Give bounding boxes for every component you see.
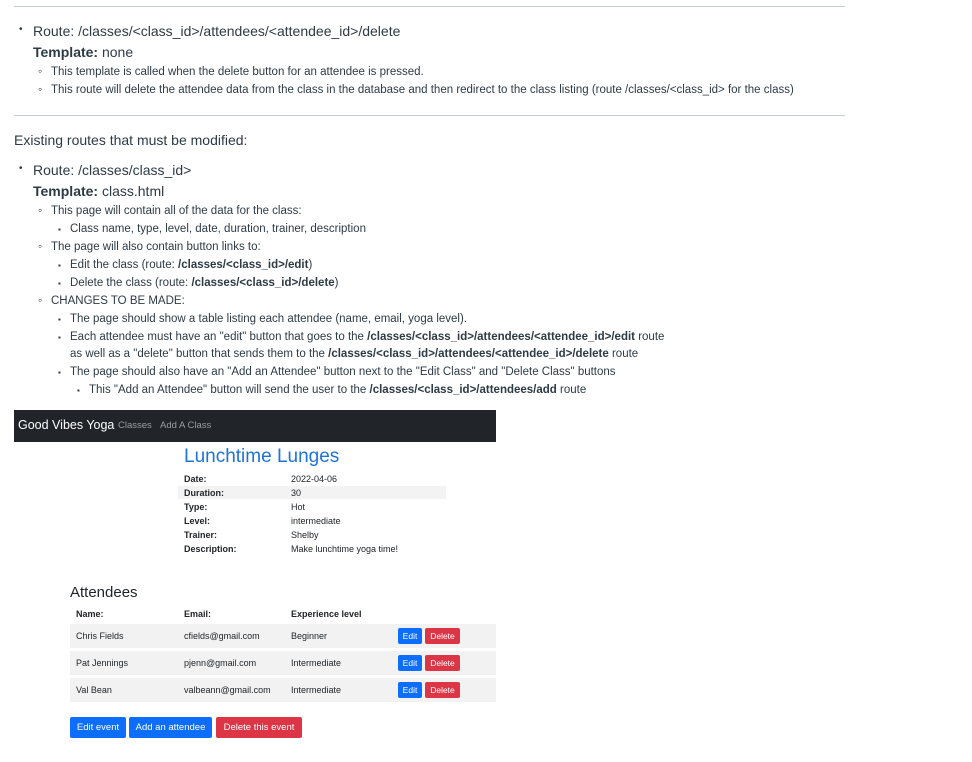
change-edit xyxy=(70,331,664,343)
nav-add-class[interactable]: Add A Class xyxy=(160,420,212,431)
table-row xyxy=(70,624,496,648)
text: ) xyxy=(334,277,339,289)
delete-note-1: ◦ This template is called when the delete button for an attendee is pressed. xyxy=(51,66,424,78)
change-delete xyxy=(70,348,638,360)
buttons-note: ◦ The page will also contain button links to: xyxy=(51,241,261,253)
template-label: Template: xyxy=(33,183,99,199)
attendee-email: valbeann@gmail.com xyxy=(184,685,271,695)
changes-heading: ◦ CHANGES TO BE MADE: xyxy=(51,295,185,307)
class-page-screenshot xyxy=(14,410,496,750)
add-attendee-route: /classes/<class_id>/attendees/add xyxy=(369,384,557,396)
detail-label: Description: xyxy=(184,544,237,554)
text: as well as a "delete" button that sends them to the xyxy=(70,348,329,360)
detail-label: Level: xyxy=(184,516,211,526)
modified-heading: Existing routes that must be modified: xyxy=(14,132,248,148)
class-title: Lunchtime Lunges xyxy=(184,446,340,467)
text: route xyxy=(608,348,639,360)
nav-classes[interactable]: Classes xyxy=(118,420,152,431)
template-value: none xyxy=(101,44,134,60)
brand-logo[interactable]: Good Vibes Yoga xyxy=(18,418,115,432)
delete-event-button[interactable]: Delete this event xyxy=(216,717,302,738)
text: Each attendee must have an "edit" button that goes to the xyxy=(70,331,368,343)
template-label: Template: xyxy=(33,44,99,60)
add-attendee-button[interactable]: Add an attendee xyxy=(129,717,212,738)
divider-middle xyxy=(14,115,845,116)
text: route xyxy=(556,384,587,396)
delete-route-template xyxy=(33,44,133,60)
edit-attendee-button[interactable]: Edit xyxy=(398,655,422,671)
delete-class-note xyxy=(70,277,339,289)
change-add-sub xyxy=(89,384,586,396)
detail-label: Trainer: xyxy=(184,530,218,540)
contain-note: ◦ This page will contain all of the data for the class: xyxy=(51,205,302,217)
detail-label: Duration: xyxy=(184,488,224,498)
attendee-name: Pat Jennings xyxy=(76,658,129,668)
delete-attendee-button[interactable]: Delete xyxy=(425,655,460,671)
table-row xyxy=(70,651,496,675)
text: route xyxy=(635,331,665,343)
attendee-name: Chris Fields xyxy=(76,631,124,641)
change-add: ▪ The page should also have an "Add an Attendee" button next to the "Edit Class" and "Delete Class" buttons xyxy=(70,366,616,378)
edit-attendee-button[interactable]: Edit xyxy=(398,682,422,698)
attendee-level: Intermediate xyxy=(291,685,342,695)
template-value: class.html xyxy=(101,183,165,199)
detail-value: 2022-04-06 xyxy=(291,474,338,484)
detail-value: Shelby xyxy=(291,530,319,540)
edit-event-button[interactable]: Edit event xyxy=(70,717,126,738)
attendee-email: pjenn@gmail.com xyxy=(184,658,257,668)
text: Edit the class (route: xyxy=(70,259,179,271)
change-table: ▪ The page should show a table listing each attendee (name, email, yoga level). xyxy=(70,313,467,325)
attendee-level: Intermediate xyxy=(291,658,342,668)
delete-note-2: ◦ This route will delete the attendee data from the class in the database and then redirect to the class listing (route /classes/<class_id> for the class) xyxy=(51,84,794,96)
detail-value: intermediate xyxy=(291,516,341,526)
edit-class-note xyxy=(70,259,312,271)
attendee-level: Beginner xyxy=(291,631,328,641)
attendees-title: Attendees xyxy=(70,584,138,601)
header-name: Name: xyxy=(76,609,104,619)
attendee-name: Val Bean xyxy=(76,685,112,695)
class-route-template xyxy=(33,183,164,199)
delete-route-title: • Route: /classes/<class_id>/attendees/<attendee_id>/delete xyxy=(33,23,400,39)
edit-route: /classes/<class_id>/edit xyxy=(178,259,309,271)
edit-attendee-route: /classes/<class_id>/attendees/<attendee_id>/edit xyxy=(367,331,635,343)
navbar xyxy=(14,410,496,442)
table-row xyxy=(70,678,496,702)
attendee-email: cfields@gmail.com xyxy=(184,631,260,641)
divider-top xyxy=(14,6,845,7)
detail-value: Hot xyxy=(291,502,306,512)
edit-attendee-button[interactable]: Edit xyxy=(398,628,422,644)
delete-attendee-button[interactable]: Delete xyxy=(425,682,460,698)
class-route-title: • Route: /classes/class_id> xyxy=(33,162,191,178)
delete-attendee-button[interactable]: Delete xyxy=(425,628,460,644)
header-email: Email: xyxy=(184,609,212,619)
delete-attendee-route: /classes/<class_id>/attendees/<attendee_id>/delete xyxy=(328,348,609,360)
text: ) xyxy=(308,259,313,271)
fields-note: ▪ Class name, type, level, date, duration, trainer, description xyxy=(70,223,366,235)
text: Delete the class (route: xyxy=(70,277,192,289)
header-level: Experience level xyxy=(291,609,362,619)
delete-route: /classes/<class_id>/delete xyxy=(191,277,335,289)
detail-label: Type: xyxy=(184,502,208,512)
detail-value: 30 xyxy=(291,488,302,498)
detail-value: Make lunchtime yoga time! xyxy=(291,544,399,554)
text: This "Add an Attendee" button will send the user to the xyxy=(89,384,370,396)
detail-label: Date: xyxy=(184,474,207,484)
